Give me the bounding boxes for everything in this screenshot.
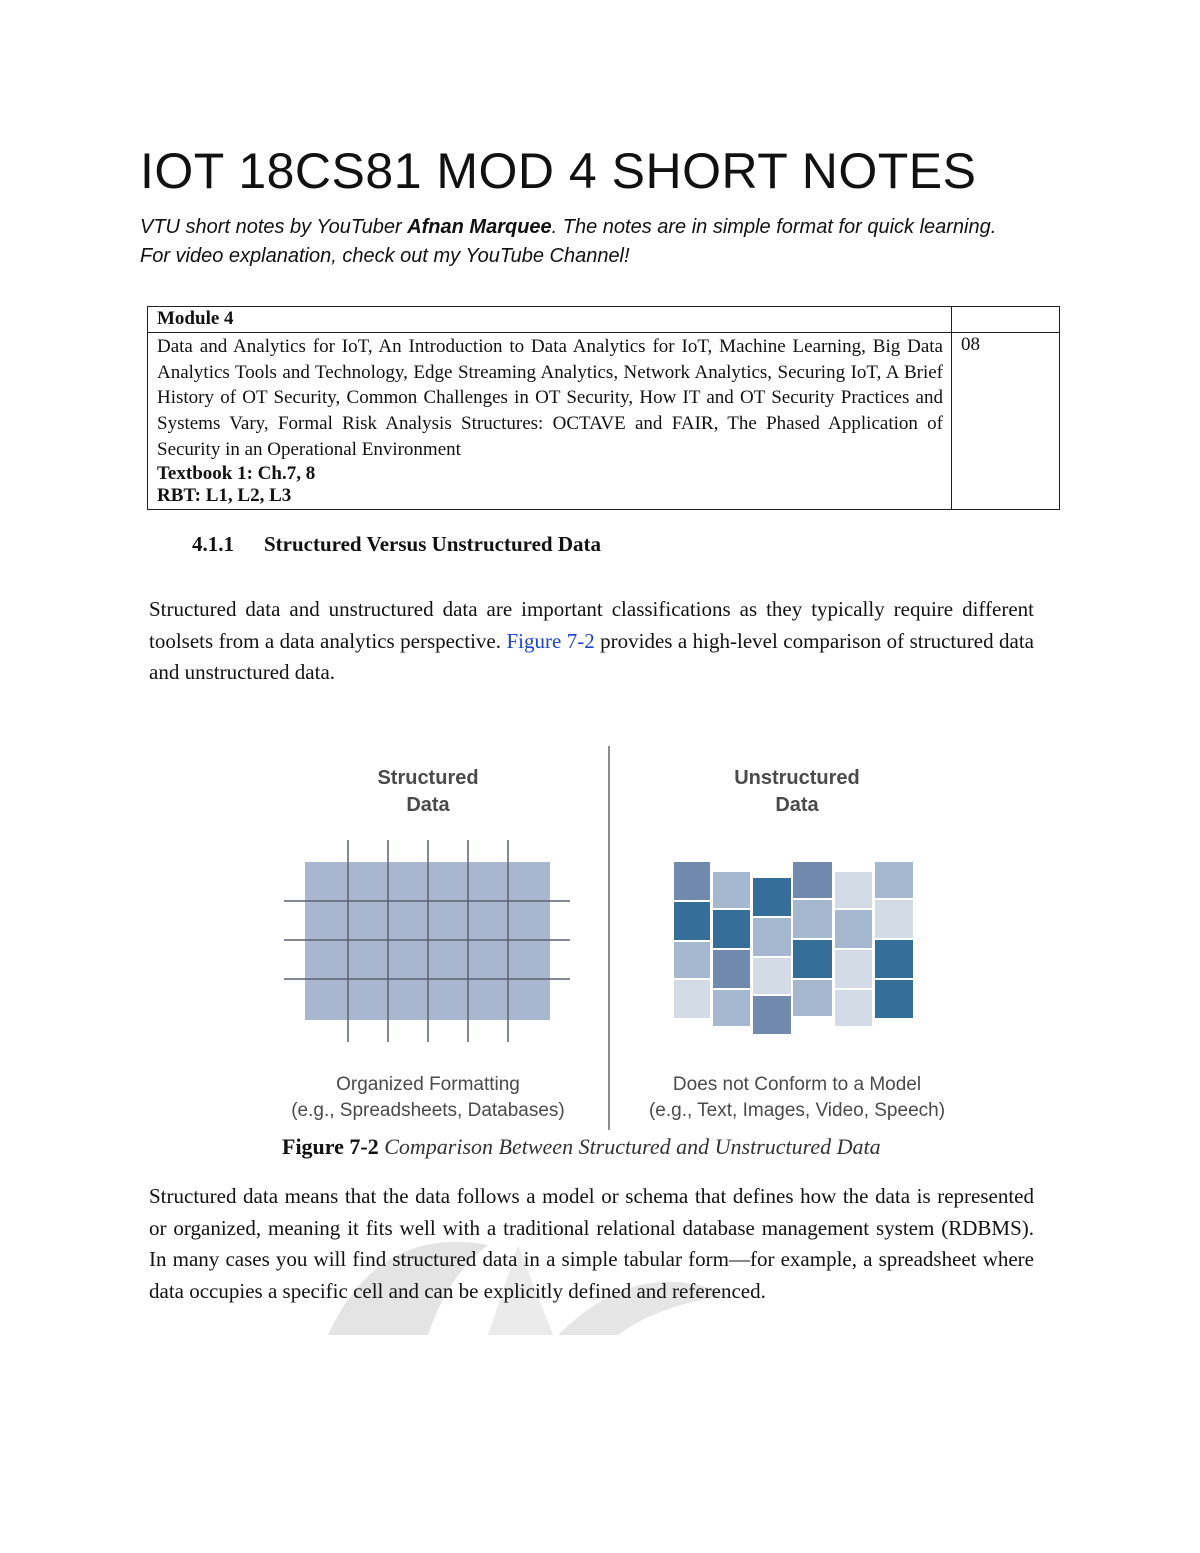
- module-hours-cell: 08: [952, 333, 1060, 510]
- structured-caption-line2: (e.g., Spreadsheets, Databases): [291, 1100, 565, 1121]
- structured-caption-line1: Organized Formatting: [336, 1074, 520, 1095]
- module-description: Data and Analytics for IoT, An Introduction to Data Analytics for IoT, Machine Learning, Big Data Analytics Tools and Technology, Edge Streaming Analytics, Network Analytics, Securing IoT, A Brief History of OT Security, Common Challenges in OT Security, How IT and OT Security Practices and Systems Vary, Formal Risk Analysis Structures: OCTAVE and FAIR, The Phased Application of Security in an Operational Environment: [157, 336, 943, 460]
- figure-structured-vs-unstructured: [270, 744, 970, 1140]
- module-rbt: RBT: L1, L2, L3: [157, 484, 292, 506]
- paragraph-intro: [149, 594, 1034, 689]
- figure-caption-label: Figure 7-2: [282, 1134, 379, 1159]
- figure-caption: [282, 1134, 881, 1160]
- module-content-cell: [148, 333, 952, 510]
- section-heading: [192, 532, 601, 557]
- paragraph-intro-text: Structured data and unstructured data are important classifications as they typically require different toolsets from a data analytics perspective.: [149, 597, 1034, 653]
- paragraph-structured-definition: Structured data means that the data follows a model or schema that defines how the data is represented or organized, meaning it fits well with a traditional relational database management system (RDBMS). In many cases you will find structured data in a simple tabular form—for example, a spreadsheet where data occupies a specific cell and can be explicitly defined and referenced.: [149, 1184, 1034, 1303]
- author-name: Afnan Marquee: [407, 216, 552, 238]
- unstructured-mosaic-icon: [674, 862, 913, 1034]
- section-number: 4.1.1: [192, 532, 234, 556]
- structured-grid-icon: [284, 840, 570, 1042]
- subtitle-text: VTU short notes by YouTuber: [140, 216, 408, 238]
- figure-caption-text: Comparison Between Structured and Unstructured Data: [378, 1134, 881, 1159]
- module-header-empty-cell: [952, 307, 1060, 333]
- unstructured-title-line1: Unstructured: [734, 767, 860, 789]
- module-table: [147, 306, 1060, 510]
- paragraph-intro-text-2: provides a high-level comparison of structured data and unstructured data.: [149, 628, 1034, 684]
- module-header-cell: Module 4: [148, 307, 952, 333]
- subtitle-text-2: . The notes are in simple format for quick learning. For video explanation, check out my YouTube Channel!: [140, 216, 997, 267]
- subtitle: [140, 213, 1000, 271]
- unstructured-caption-line2: (e.g., Text, Images, Video, Speech): [648, 1100, 946, 1121]
- page-title: IOT 18CS81 MOD 4 SHORT NOTES: [140, 143, 977, 199]
- unstructured-title-line2: Data: [775, 794, 819, 816]
- structured-title-line2: Data: [406, 794, 450, 816]
- structured-title-line1: Structured: [377, 767, 479, 789]
- section-title: Structured Versus Unstructured Data: [264, 532, 601, 556]
- figure-reference-link[interactable]: Figure 7-2: [506, 628, 595, 653]
- module-header-row: [148, 307, 1060, 333]
- unstructured-caption-line1: Does not Conform to a Model: [672, 1074, 922, 1095]
- module-textbook: Textbook 1: Ch.7, 8: [157, 462, 316, 484]
- module-content-row: [148, 333, 1060, 510]
